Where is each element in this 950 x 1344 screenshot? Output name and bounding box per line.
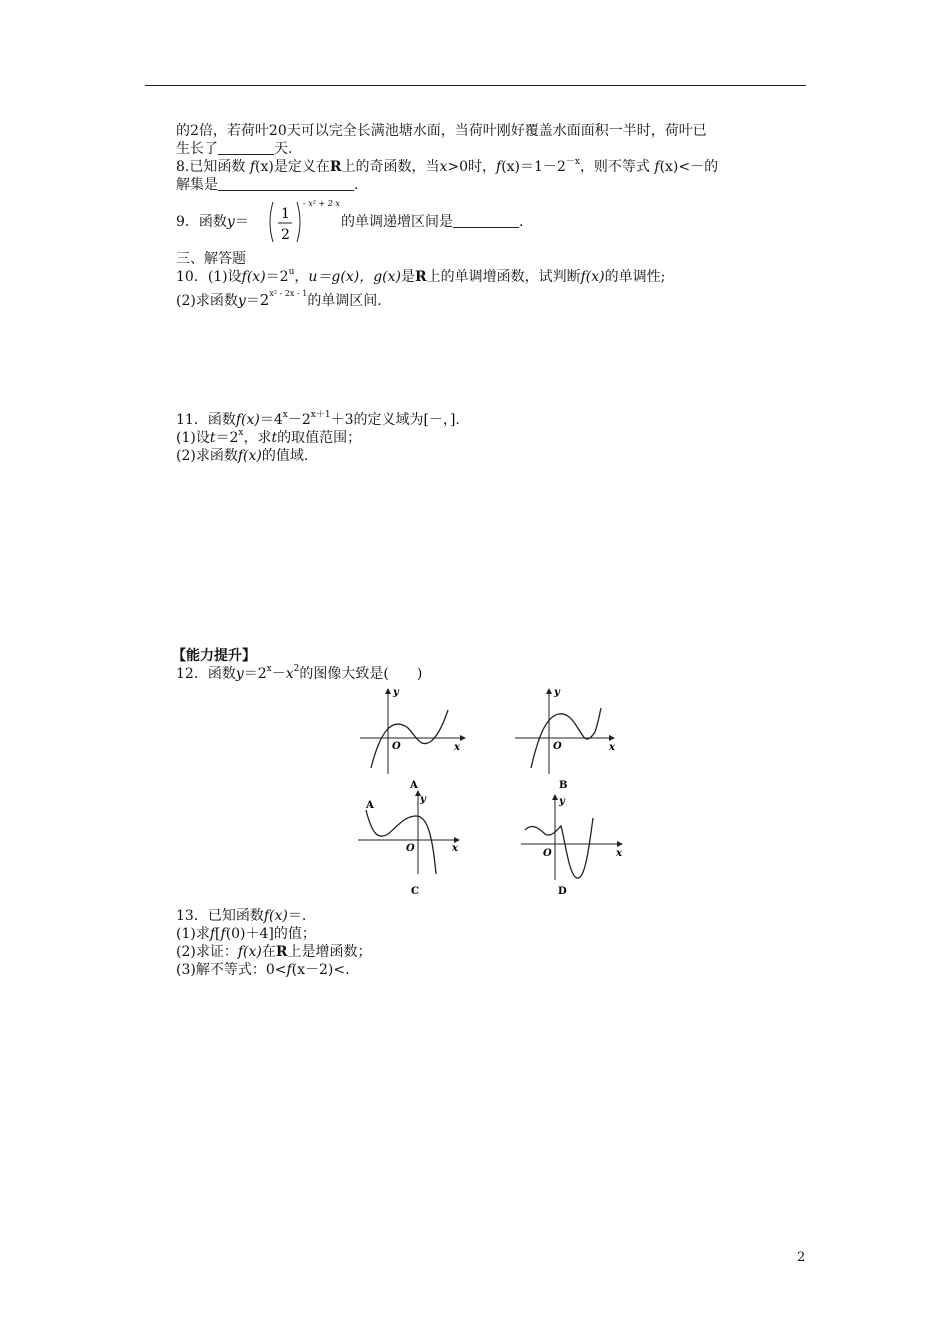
q13-line2: (1)求f[f(0)＋4]的值； bbox=[176, 926, 316, 942]
q11-line1: 11．函数$f(x)=4^x-2^{x+1}+3$的定义域为[－，]. bbox=[176, 410, 460, 428]
origin-label: O bbox=[553, 741, 562, 752]
q13-line4: (3)解不等式：0<f(x－2)<. bbox=[176, 962, 350, 978]
graph-label-c: C bbox=[411, 886, 419, 896]
graph-label-d: D bbox=[558, 886, 567, 896]
q10-line2: (2)求函数$y=2^{x^2 - 2x - 1}$的单调区间. bbox=[176, 289, 382, 309]
q7-line2: 生长了 天. bbox=[176, 141, 293, 157]
q13-line3: (2)求证：f(x)在R上是增函数； bbox=[176, 944, 372, 960]
y-axis-label: y bbox=[420, 794, 426, 805]
x-axis-label: x bbox=[616, 848, 622, 859]
q8-line1: 8.已知函数 f(x)是定义在R上的奇函数，当x>0时，$f(x)=1-2^{-x}$，则不等式 f(x)<－的 bbox=[176, 157, 719, 175]
q11-line3: (2)求函数f(x)的值域. bbox=[176, 448, 309, 464]
origin-label: O bbox=[392, 741, 401, 752]
y-axis-label: y bbox=[559, 796, 565, 807]
q9-pre: 9．函数y＝ bbox=[176, 214, 249, 230]
answer-blank[interactable] bbox=[453, 215, 519, 228]
page-number: 2 bbox=[797, 1250, 806, 1265]
y-axis-label: y bbox=[393, 687, 399, 698]
q7-line1: 的2倍，若荷叶20天可以完全长满池塘水面，当荷叶刚好覆盖水面面积一半时，荷叶已 bbox=[176, 123, 707, 139]
graph-label-a: A bbox=[410, 780, 418, 790]
q8-line2: 解集是 . bbox=[176, 177, 359, 193]
ability-heading: 【能力提升】 bbox=[172, 648, 256, 664]
graph-d[interactable] bbox=[515, 790, 625, 896]
x-axis-label: x bbox=[452, 843, 458, 854]
answer-blank[interactable] bbox=[218, 178, 354, 191]
graph-label-a: A bbox=[366, 800, 374, 811]
q9-fraction-expression bbox=[265, 196, 345, 248]
graph-c[interactable] bbox=[356, 790, 466, 896]
answer-blank[interactable] bbox=[218, 142, 274, 155]
x-axis-label: x bbox=[609, 742, 615, 753]
section-heading: 三、解答题 bbox=[176, 251, 246, 267]
fraction-numerator: 1 bbox=[281, 206, 290, 222]
y-axis-label: y bbox=[554, 687, 560, 698]
q10-line1: 10．(1)设$f(x)=2^u$，u＝g(x)，g(x)是R上的单调增函数，试判断f(x)的单调性; bbox=[176, 267, 666, 285]
q9-post: 的单调递增区间是 . bbox=[341, 214, 524, 230]
graph-label-b: B bbox=[559, 780, 568, 790]
graph-a[interactable] bbox=[356, 686, 466, 790]
origin-label: O bbox=[543, 848, 552, 859]
graph-b[interactable] bbox=[511, 686, 621, 790]
origin-label: O bbox=[406, 843, 415, 854]
q13-line1: 13．已知函数f(x)＝. bbox=[176, 908, 307, 924]
header-rule bbox=[145, 85, 806, 86]
fraction-denominator: 2 bbox=[281, 227, 290, 243]
q11-line2: (1)设$t=2^x$，求t的取值范围； bbox=[176, 428, 362, 446]
exponent: - x² + 2 x bbox=[303, 199, 340, 208]
q12-line: 12．函数$y=2^x-x^2$的图像大致是( ) bbox=[176, 664, 423, 682]
x-axis-label: x bbox=[454, 742, 460, 753]
